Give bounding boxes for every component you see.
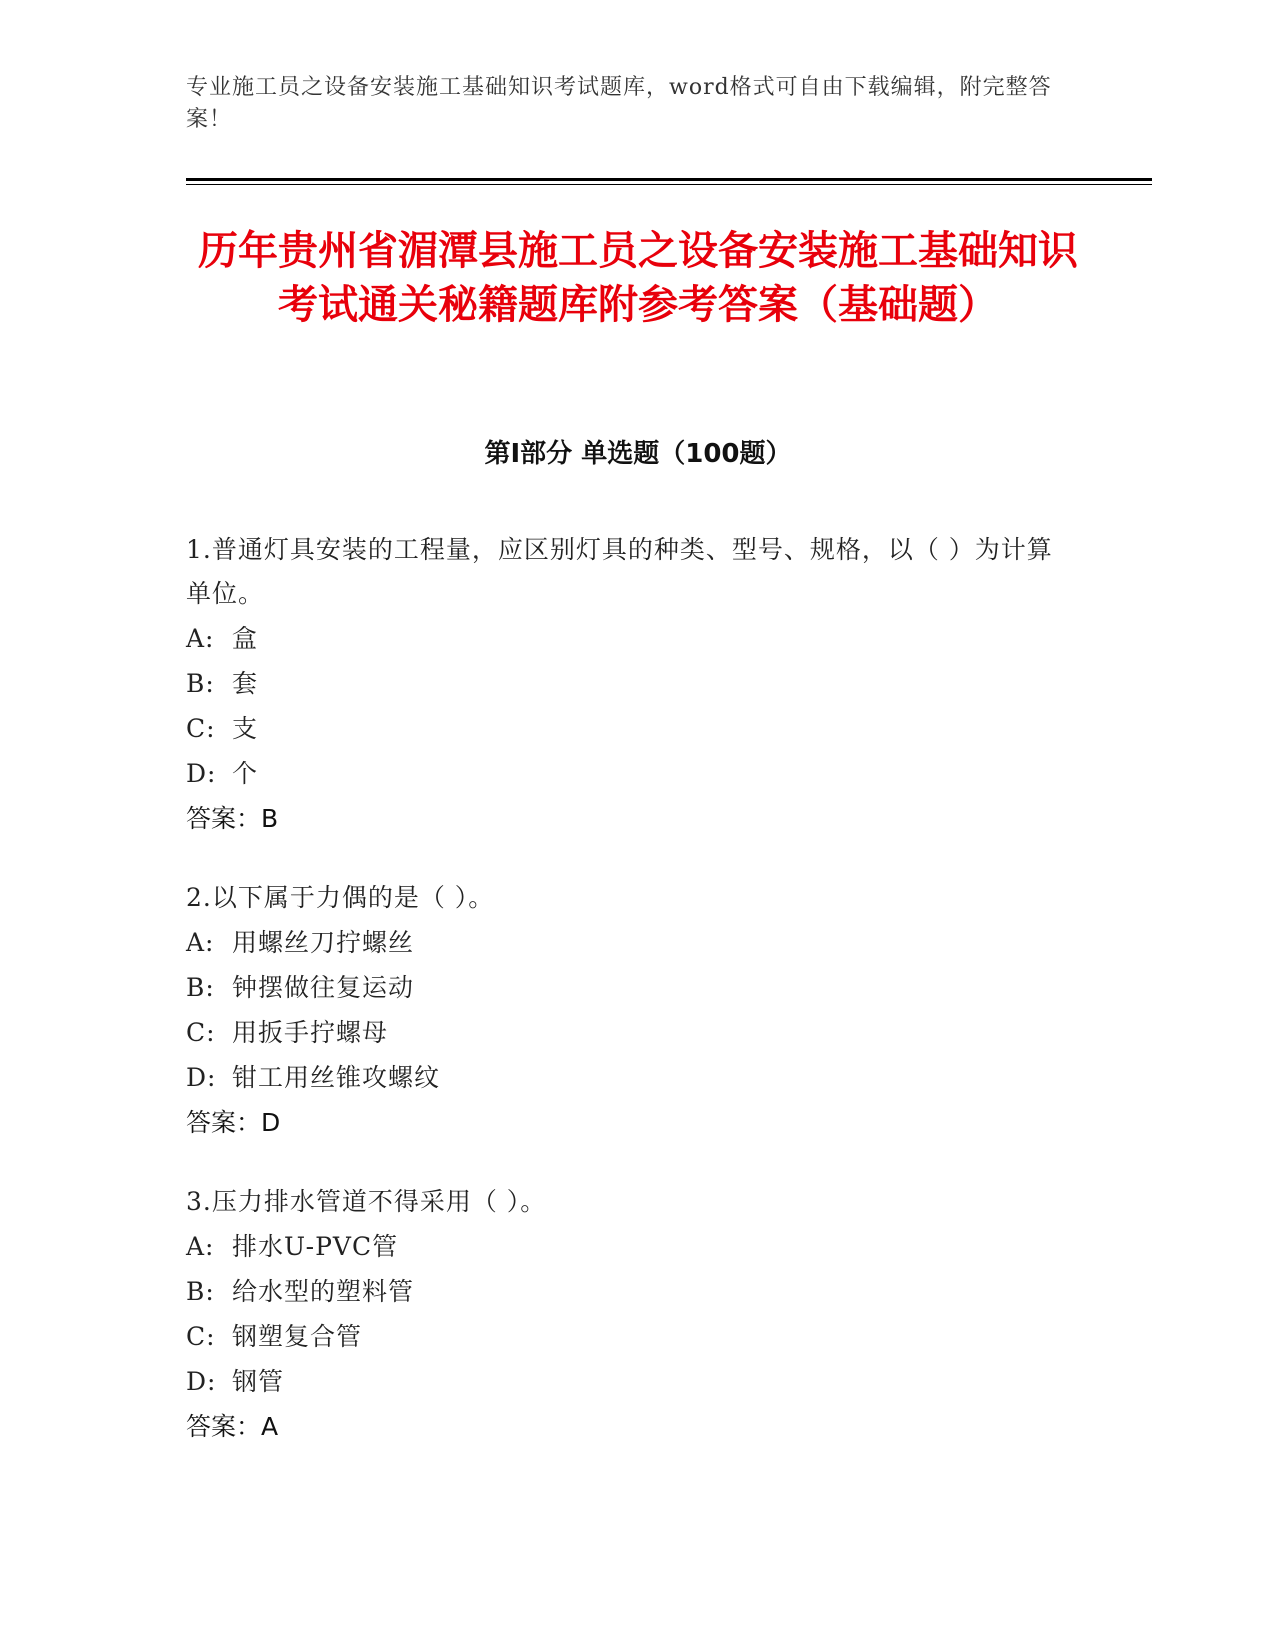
option-text: 支 [232, 714, 259, 743]
option-letter: A: [186, 928, 215, 957]
header-rule-thin [186, 184, 1152, 185]
option-letter: D: [186, 1063, 217, 1092]
option-c [186, 706, 1066, 751]
header-note: 专业施工员之设备安装施工基础知识考试题库，word格式可自由下载编辑，附完整答案！ [186, 75, 1052, 132]
option-c [186, 1314, 1066, 1359]
question-list [186, 528, 1066, 1484]
option-letter: D: [186, 1367, 217, 1396]
option-text: 钳工用丝锥攻螺纹 [232, 1063, 441, 1092]
option-b [186, 1269, 1066, 1314]
option-text: 用扳手拧螺母 [232, 1018, 389, 1047]
option-letter: B: [186, 669, 215, 698]
option-a [186, 1224, 1066, 1269]
option-letter: C: [186, 1322, 216, 1351]
section-title: 第Ⅰ部分 单选题（100题） [484, 439, 792, 469]
option-b [186, 661, 1066, 706]
option-a [186, 920, 1066, 965]
option-text: 钢管 [232, 1367, 285, 1396]
option-letter: D: [186, 759, 217, 788]
option-b [186, 965, 1066, 1010]
question-stem: 1.普通灯具安装的工程量，应区别灯具的种类、型号、规格，以（ ）为计算单位。 [186, 535, 1053, 608]
option-text: 套 [232, 669, 259, 698]
option-text: 用螺丝刀拧螺丝 [232, 928, 415, 957]
option-letter: B: [186, 1277, 215, 1306]
option-a [186, 616, 1066, 661]
option-text: 钢塑复合管 [232, 1322, 363, 1351]
option-c [186, 1010, 1066, 1055]
option-text: 排水U-PVC管 [232, 1232, 399, 1261]
answer-line: 答案：D [186, 1108, 281, 1137]
option-text: 盒 [232, 624, 259, 653]
option-d [186, 1055, 1066, 1100]
option-letter: B: [186, 973, 215, 1002]
option-text: 个 [232, 759, 259, 788]
answer-line: 答案：A [186, 1412, 279, 1441]
document-title: 历年贵州省湄潭县施工员之设备安装施工基础知识考试通关秘籍题库附参考答案（基础题） [198, 228, 1078, 328]
option-letter: A: [186, 624, 215, 653]
option-letter: A: [186, 1232, 215, 1261]
option-letter: C: [186, 714, 216, 743]
option-text: 给水型的塑料管 [232, 1277, 415, 1306]
option-d [186, 1359, 1066, 1404]
question-2 [186, 876, 1066, 1146]
question-1 [186, 528, 1066, 842]
question-3 [186, 1180, 1066, 1450]
answer-line: 答案：B [186, 804, 279, 833]
header-rule-thick [186, 178, 1152, 181]
question-stem: 2.以下属于力偶的是（ ）。 [186, 883, 495, 912]
option-d [186, 751, 1066, 796]
option-letter: C: [186, 1018, 216, 1047]
question-stem: 3.压力排水管道不得采用（ ）。 [186, 1187, 547, 1216]
option-text: 钟摆做往复运动 [232, 973, 415, 1002]
